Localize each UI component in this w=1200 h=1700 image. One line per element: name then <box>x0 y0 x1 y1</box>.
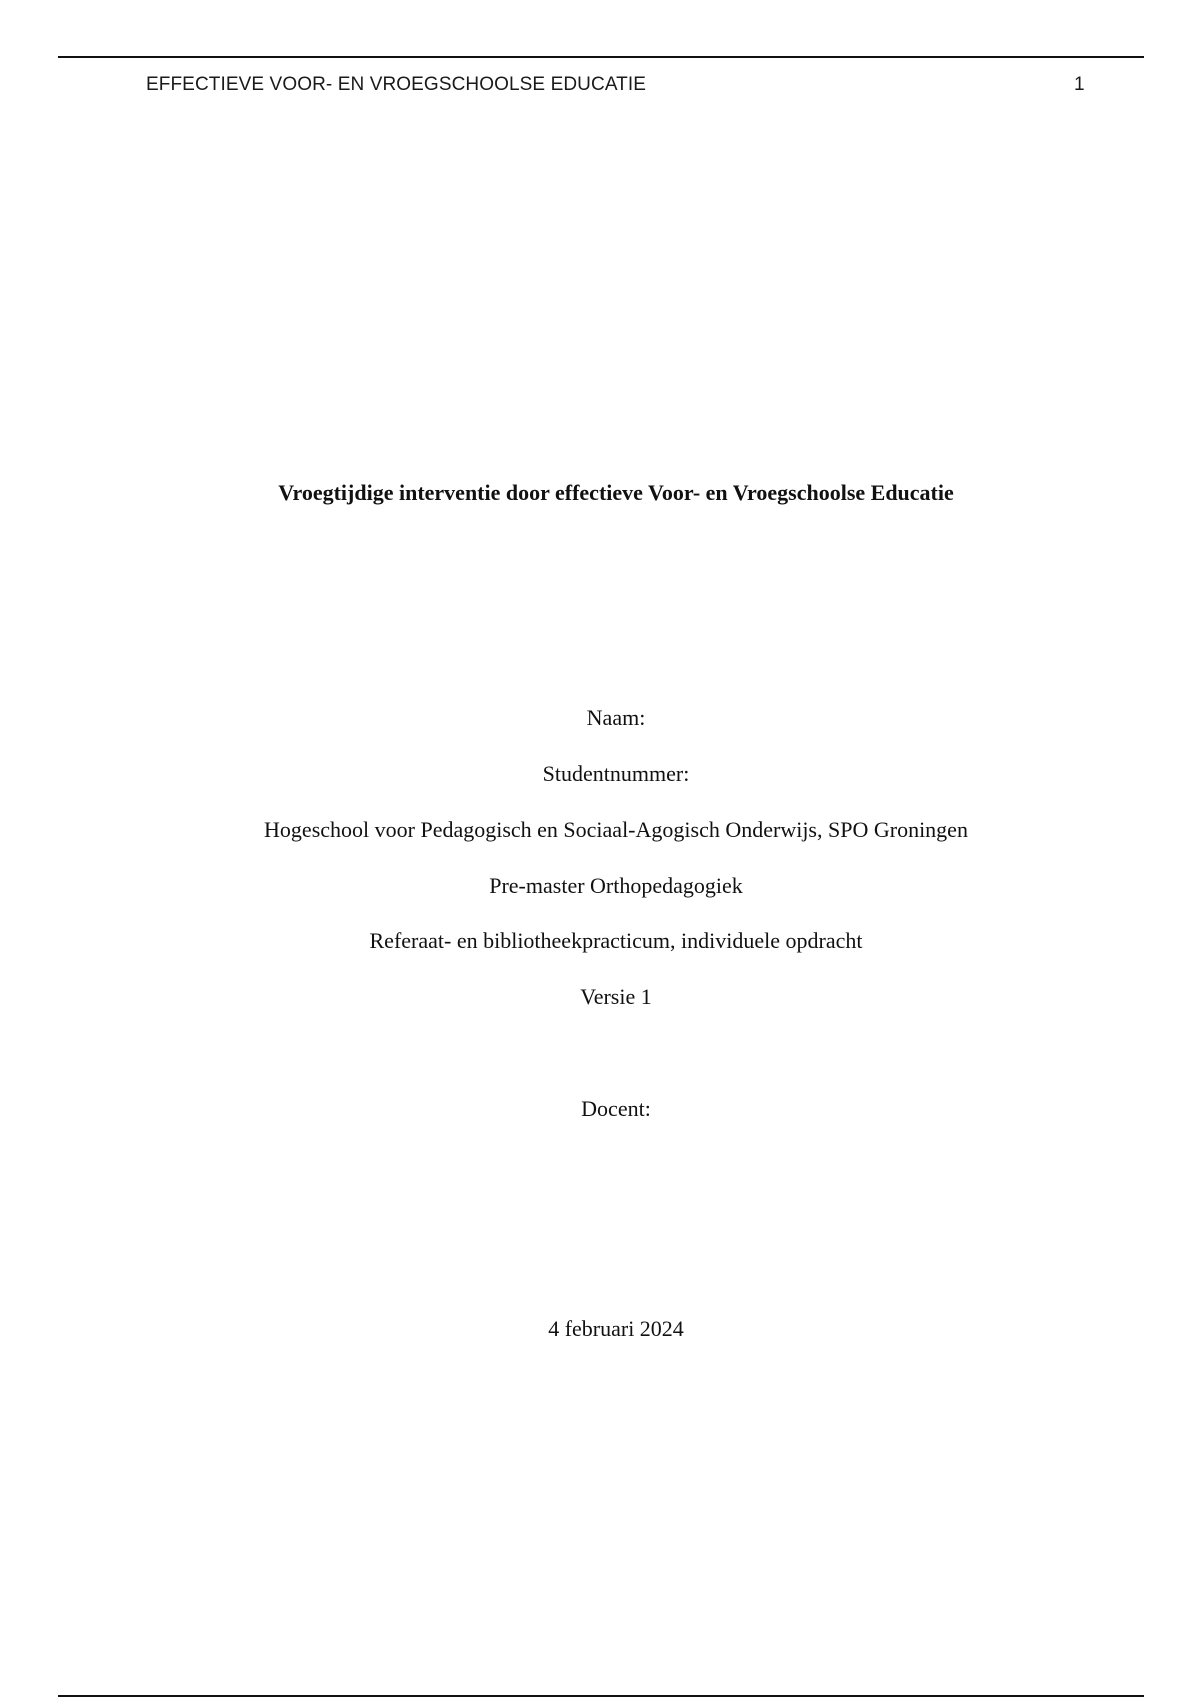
footer-rule <box>58 1695 1144 1697</box>
course-line: Referaat- en bibliotheekpracticum, individuele opdracht <box>369 928 863 953</box>
document-title: Vroegtijdige interventie door effectieve Voor- en Vroegschoolse Educatie <box>278 480 954 505</box>
page-number: 1 <box>1074 74 1085 95</box>
teacher-label: Docent: <box>581 1096 651 1121</box>
program-line: Pre-master Orthopedagogiek <box>489 873 743 898</box>
name-label: Naam: <box>586 705 646 730</box>
student-number-label: Studentnummer: <box>542 761 690 786</box>
header-rule <box>58 56 1144 58</box>
document-date: 4 februari 2024 <box>548 1316 684 1341</box>
institution-line: Hogeschool voor Pedagogisch en Sociaal-Agogisch Onderwijs, SPO Groningen <box>264 817 968 842</box>
running-head: EFFECTIEVE VOOR- EN VROEGSCHOOLSE EDUCATIE <box>146 74 647 95</box>
version-line: Versie 1 <box>580 984 652 1009</box>
